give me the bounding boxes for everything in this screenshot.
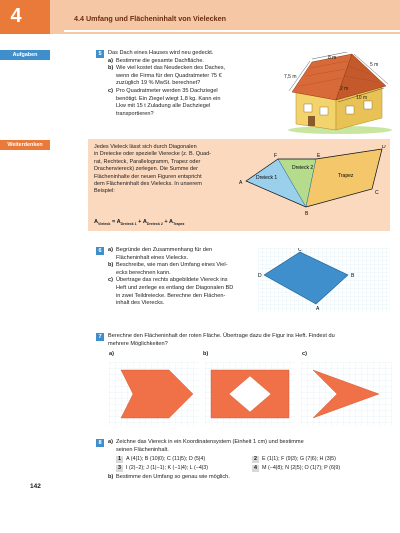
vertex-d: D	[382, 145, 386, 150]
formula-a: A	[94, 219, 99, 225]
vertex-a: A	[239, 180, 243, 186]
task-8b-text: Bestimme den Umfang so genau wie möglich.	[116, 474, 230, 480]
info-box	[88, 139, 390, 231]
task-8b	[108, 474, 398, 482]
coord-item-2	[252, 456, 336, 463]
task-6a-text	[116, 247, 212, 262]
task-7a-label: a)	[109, 351, 114, 357]
quadrilateral-grid-figure	[258, 248, 390, 312]
chapter-number: 4	[10, 5, 22, 27]
formula-sub-d2: Dreieck 2	[146, 222, 163, 227]
section-title: 4.4 Umfang und Flächeninhalt von Vielecken	[74, 14, 227, 23]
task-8a-label: a)	[108, 439, 113, 445]
coord-item-3	[116, 465, 208, 472]
task-6c-line: in zwei Teildreiecke. Berechne den Flächen-	[116, 292, 226, 299]
info-line: rat, Rechteck, Parallelogramm, Trapez oder	[94, 158, 201, 165]
task-5b-text	[116, 65, 225, 88]
coord-text: A (4|1); B (10|0); C (11|5); D (5|4)	[126, 456, 206, 462]
side-label-aufgaben: Aufgaben	[0, 50, 50, 60]
vertex-a: A	[316, 306, 320, 312]
task-number-7: 7	[96, 333, 104, 341]
task-7-figures	[109, 362, 392, 426]
task-5c-line: transportieren?	[116, 110, 154, 117]
task-6b-line: ecks berechnen kann.	[116, 269, 171, 276]
task-7c-label: c)	[302, 351, 307, 357]
task-6c-text	[116, 277, 233, 307]
task-5b-label: b)	[108, 65, 114, 72]
chapter-box	[0, 0, 50, 34]
label-dreieck-2: Dreieck 2	[292, 165, 314, 171]
info-line: Jedes Vieleck lässt sich durch Diagonalen	[94, 144, 197, 150]
task-5c-label: c)	[108, 87, 113, 94]
task-5-intro: Das Dach eines Hauses wird neu gedeckt.	[108, 50, 214, 56]
task-5c-line: benötigt. Ein Ziegel wiegt 1,8 kg. Kann ein	[116, 95, 221, 102]
door	[308, 116, 315, 126]
task-8a-line: seinen Flächeninhalt.	[116, 446, 169, 453]
task-6a-label: a)	[108, 247, 113, 253]
item-badge: 4	[254, 465, 257, 471]
label-trapez: Trapez	[338, 173, 354, 179]
task-6b-line: Beschreibe, wie man den Umfang eines Viel-	[116, 262, 228, 269]
formula-sub-d1: Dreieck 1	[120, 222, 137, 227]
task-6b-text	[116, 262, 228, 277]
info-line: Beispiel:	[94, 188, 115, 195]
vertex-b: B	[305, 211, 309, 217]
formula-a: A	[116, 219, 121, 225]
formula-sub-vieleck: Vieleck	[98, 222, 111, 227]
task-6c-line: Übertrage das rechts abgebildete Viereck ins	[116, 277, 228, 284]
formula-a: A	[142, 219, 147, 225]
dim-top: 8 m	[328, 55, 337, 61]
task-8-text	[108, 439, 398, 454]
info-line: Flächeninhalte der neuen Figuren entspricht	[94, 173, 202, 180]
task-5-text	[108, 50, 278, 118]
label-dreieck-1: Dreieck 1	[256, 175, 278, 181]
page-number: 142	[30, 483, 41, 490]
task-7-line: mehrere Möglichkeiten?	[108, 340, 168, 347]
task-7-line: Berechne den Flächeninhalt der roten Fläche. Übertrage dazu die Figur ins Heft. Findest du	[108, 333, 335, 339]
dim-mid: 2 m	[340, 86, 349, 92]
dim-left: 7,5 m	[284, 74, 297, 80]
task-6c-line: inhalt des Vierecks.	[116, 300, 165, 307]
side-label-weiterdenken: Weiterdenken	[0, 140, 50, 150]
task-6c-label: c)	[108, 277, 113, 284]
task-8a-text	[116, 439, 304, 454]
info-line: dem Flächeninhalt des Vielecks. In unserem	[94, 181, 202, 188]
vertex-c: C	[298, 248, 302, 253]
task-5b-line: wenn die Firma für den Quadratmeter 75 €	[116, 72, 222, 79]
formula-plus: +	[164, 219, 168, 225]
task-number-8: 8	[96, 439, 104, 447]
task-5a-text: Bestimme die gesamte Dachfläche.	[116, 57, 204, 64]
polygon-decomposition-figure	[234, 145, 390, 227]
task-8a-line: Zeichne das Viereck in ein Koordinatensystem (Einheit 1 cm) und bestimme	[116, 439, 304, 445]
coord-text: M (−4|8); N (2|5); O (1|7); P (6|9)	[262, 465, 341, 471]
task-5b-line: zuzüglich 19 % MwSt. berechnet?	[116, 80, 201, 87]
task-5a-label: a)	[108, 57, 113, 64]
task-5c-text	[116, 88, 220, 118]
area-formula	[94, 219, 184, 227]
task-number-5: 5	[96, 50, 104, 58]
info-line: in Dreiecke oder spezielle Vierecke (z. B. Quad-	[94, 151, 211, 158]
task-6a-line: Flächeninhalt eines Vielecks.	[116, 254, 189, 261]
formula-sub-trapez: Trapez	[173, 222, 185, 227]
info-text	[94, 144, 224, 196]
info-line: Drachenviereck) zerlegen. Die Summe der	[94, 166, 198, 173]
item-badge: 1	[118, 456, 121, 462]
vertex-e: E	[317, 153, 321, 159]
vertex-d: D	[258, 273, 262, 279]
formula-plus: +	[138, 219, 142, 225]
formula-eq: =	[111, 219, 116, 225]
coord-text: E (1|1); F (9|3); G (7|6); H (3|5)	[262, 456, 336, 462]
vertex-c: C	[375, 190, 379, 196]
task-8b-label: b)	[108, 474, 114, 480]
dim-bottom: 10 m	[356, 95, 368, 101]
task-6c-line: Heft und zerlege es entlang der Diagonalen BD	[116, 284, 234, 291]
task-6-text	[108, 247, 258, 308]
task-7b-label: b)	[203, 351, 209, 357]
task-7-text	[108, 333, 398, 348]
item-badge: 3	[118, 465, 121, 471]
coord-item-4	[252, 465, 340, 472]
coord-text: I (2|−2); J (1|−1); K (−1|4); L (−4|3)	[126, 465, 209, 471]
header-rule	[64, 30, 400, 32]
task-5c-line: Pro Quadratmeter werden 35 Dachziegel	[116, 87, 218, 94]
item-badge: 2	[254, 456, 257, 462]
coord-item-1	[116, 456, 205, 463]
task-6b-label: b)	[108, 262, 114, 269]
task-6a-line: Begründe den Zusammenhang für den	[116, 247, 213, 253]
formula-a: A	[169, 219, 174, 225]
vertex-f: F	[274, 153, 278, 159]
task-5b-line: Wie viel kostet das Neudecken des Daches,	[116, 65, 226, 72]
house-illustration	[282, 52, 392, 134]
task-number-6: 6	[96, 247, 104, 255]
vertex-b: B	[351, 273, 355, 279]
task-5c-line: Lkw mit 15 t Zuladung alle Dachziegel	[116, 103, 211, 110]
dim-slant-right: 5 m	[370, 62, 379, 68]
